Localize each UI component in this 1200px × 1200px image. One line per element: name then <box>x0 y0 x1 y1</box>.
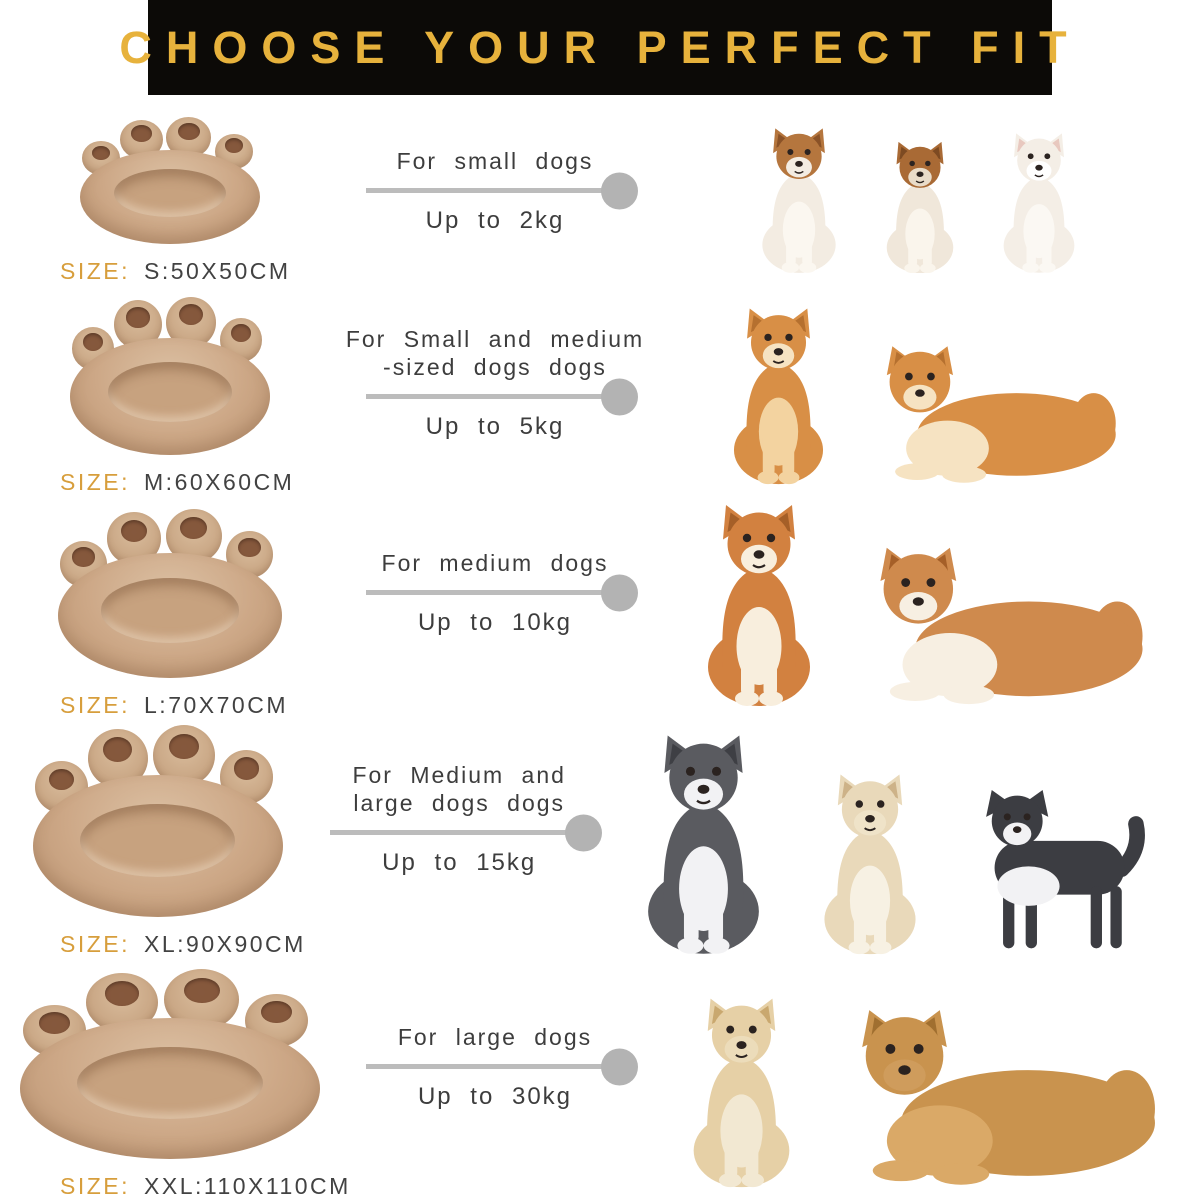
dog-photo-husky-standing-icon <box>955 787 1167 957</box>
dog-photo-golden-puppy-icon <box>803 769 937 957</box>
size-row-s <box>0 95 1200 285</box>
divider-dot-icon <box>601 378 638 415</box>
fit-description <box>340 95 650 285</box>
dog-photos <box>650 285 1200 497</box>
fit-title-line2: -sized dogs dogs <box>383 354 607 381</box>
weight-limit: Up to 2kg <box>425 207 565 235</box>
size-line <box>0 692 288 719</box>
divider-line <box>330 830 588 835</box>
fit-title-line1: For Small and medium <box>345 326 645 352</box>
dog-photo-shiba-inu-icon <box>684 499 834 709</box>
size-label: SIZE: <box>60 258 131 284</box>
dog-photo-husky-sitting-icon <box>622 729 785 957</box>
size-value: L:70X70CM <box>144 692 288 718</box>
bed-column <box>0 285 340 497</box>
fit-title-line1: For medium dogs <box>381 550 609 576</box>
size-value: M:60X60CM <box>144 469 295 495</box>
size-value: XL:90X90CM <box>144 931 306 957</box>
bed-column <box>0 497 340 719</box>
bed-column <box>0 95 340 285</box>
dog-photo-golden-retriever-lying-icon <box>830 996 1166 1190</box>
divider-dot-icon <box>601 172 638 209</box>
dog-photo-jack-russell-puppy-icon <box>745 124 853 275</box>
size-line <box>0 1173 351 1200</box>
size-value: XXL:110X110CM <box>144 1173 351 1199</box>
bed-column <box>0 967 351 1200</box>
divider-line <box>366 590 624 595</box>
fit-description <box>340 967 650 1200</box>
dog-photos <box>650 967 1200 1200</box>
dog-photo-chihuahua-icon <box>987 129 1091 275</box>
weight-limit: Up to 5kg <box>425 413 565 441</box>
size-line <box>0 258 291 285</box>
paw-bed-image-xl <box>33 725 283 917</box>
dog-photos <box>650 497 1200 719</box>
weight-limit: Up to 10kg <box>417 609 573 637</box>
paw-bed-image-s <box>80 117 260 244</box>
divider-line <box>366 188 624 193</box>
header-banner <box>119 0 1081 95</box>
divider-dot-icon <box>565 814 602 851</box>
size-label: SIZE: <box>60 931 131 957</box>
size-row-l <box>0 497 1200 719</box>
bed-column <box>0 719 315 967</box>
weight-limit: Up to 30kg <box>417 1083 573 1111</box>
size-row-xxl <box>0 967 1200 1200</box>
divider-dot-icon <box>601 574 638 611</box>
fit-description <box>315 719 603 967</box>
fit-title-line1: For large dogs <box>397 1024 593 1050</box>
paw-bed-image-m <box>70 297 270 455</box>
page-title: CHOOSE YOUR PERFECT FIT <box>119 21 1081 73</box>
divider-line <box>366 1064 624 1069</box>
size-line <box>0 931 306 958</box>
dog-photo-akita-icon <box>852 535 1152 709</box>
paw-bed-image-xxl <box>20 969 320 1159</box>
size-row-xl <box>0 719 1200 967</box>
size-line <box>0 469 294 496</box>
size-row-m <box>0 285 1200 497</box>
dog-photos <box>603 719 1200 967</box>
size-label: SIZE: <box>60 469 131 495</box>
dog-photos <box>650 95 1200 285</box>
size-label: SIZE: <box>60 692 131 718</box>
dog-photo-pomeranian-icon <box>713 303 844 487</box>
dog-photo-golden-puppy-icon <box>671 993 812 1190</box>
dog-photo-pomeranian-icon <box>862 335 1124 487</box>
fit-title-line2: large dogs dogs <box>353 790 566 817</box>
dog-photo-jack-russell-puppy-icon <box>871 138 969 275</box>
size-label: SIZE: <box>60 1173 131 1199</box>
fit-title-line1: For Medium and <box>352 762 566 788</box>
divider-line <box>366 394 624 399</box>
weight-limit: Up to 15kg <box>382 849 537 877</box>
fit-description <box>340 285 650 497</box>
fit-title-line1: For small dogs <box>396 148 594 174</box>
size-value: S:50X50CM <box>144 258 291 284</box>
fit-description <box>340 497 650 719</box>
divider-dot-icon <box>601 1048 638 1085</box>
paw-bed-image-l <box>58 509 282 678</box>
